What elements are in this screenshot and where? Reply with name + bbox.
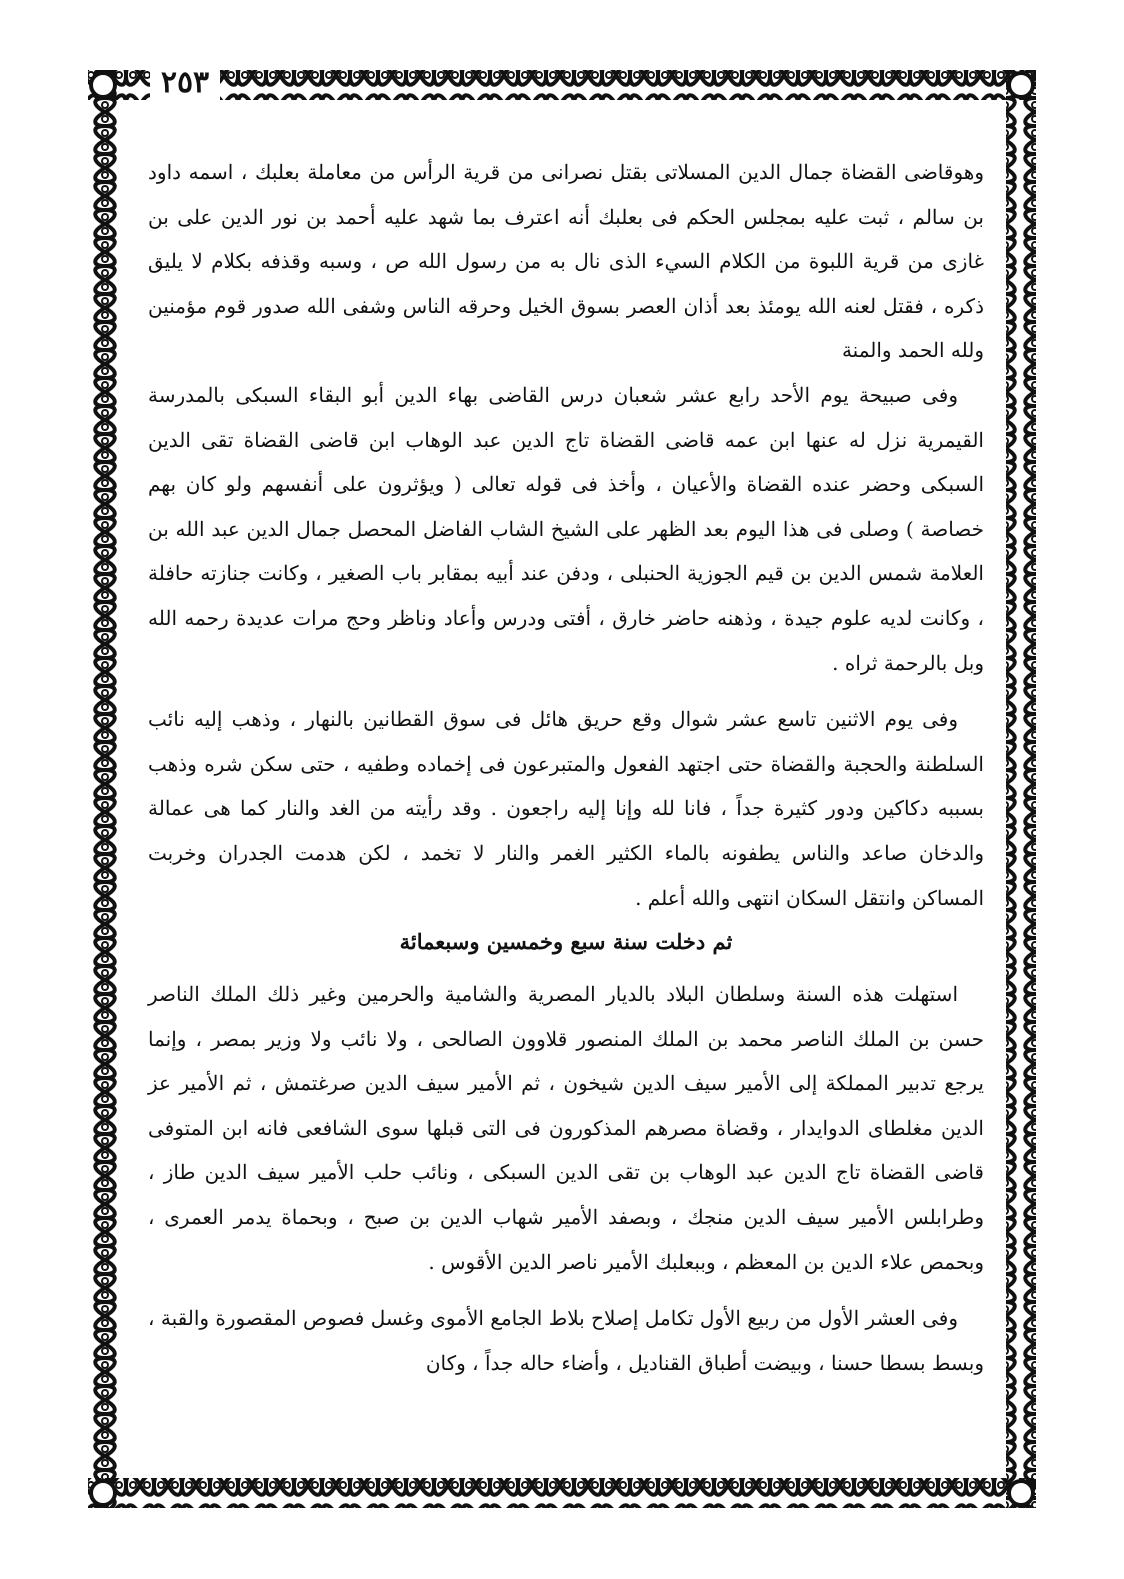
paragraph: وهوقاضى القضاة جمال الدين المسلاتى بقتل نصرانى من قرية الرأس من معاملة بعلبك ، اسمه داود بن سالم ، ثبت عليه بمجلس الحكم فى بعلبك أنه اعترف بما شهد عليه أحمد بن نور الدين على بن غازى من قرية اللبوة من الكلام السيء الذى نال به من رسول الله ص ، وسبه وقذفه بكلام لا يليق ذكره ، فقتل لعنه الله يومئذ بعد أذان العصر بسوق الخيل وحرقه الناس وشفى الله صدور قوم مؤمنين ولله الحمد والمنة bbox=[148, 160, 984, 363]
paragraph: وفى العشر الأول من ربيع الأول تكامل إصلاح بلاط الجامع الأموى وغسل فصوص المقصورة والقبة ، وبسط بسطا حسنا ، وبيضت أطباق القناديل ، وأضاء حاله جداً ، وكان bbox=[148, 1306, 984, 1375]
paragraph: وفى يوم الاثنين تاسع عشر شوال وقع حريق هائل فى سوق القطانين بالنهار ، وذهب إليه نائب السلطنة والحجبة والقضاة حتى اجتهد الفعول والمتبرعون فى إخماده وطفيه ، حتى سكن شره وذهب بسببه دكاكين ودور كثيرة جداً ، فانا لله وإنا إليه راجعون . وقد رأيته من الغد والنار كما هى عمالة والدخان صاعد والناس يطفونه بالماء الكثير الغمر والنار لا تخمد ، لكن هدمت الجدران وخربت المساكن وانتقل السكان انتهى والله أعلم . bbox=[148, 707, 984, 910]
paragraph: استهلت هذه السنة وسلطان البلاد بالديار المصرية والشامية والحرمين وغير ذلك الملك الناصر حسن بن الملك الناصر محمد بن الملك المنصور قلاوون الصالحى ، ولا نائب ولا وزير بمصر ، وإنما يرجع تدبير المملكة إلى الأمير سيف الدين شيخون ، ثم الأمير سيف الدين صرغتمش ، ثم الأمير عز الدين مغلطاى الدوايدار ، وقضاة مصرهم المذكورون فى التى قبلها سوى الشافعى فانه ابن المتوفى قاضى القضاة تاج الدين عبد الوهاب بن تقى الدين السبكى ، ونائب حلب الأمير سيف الدين طاز ، وطرابلس الأمير سيف الدين منجك ، وبصفد الأمير شهاب الدين بن صبح ، وبحماة يدمر العمرى ، وبحمص علاء الدين بن المعظم ، وببعلبك الأمير ناصر الدين الأقوس . bbox=[148, 982, 984, 1274]
page-body bbox=[148, 150, 984, 1385]
page-number: ٢٥٣ bbox=[150, 62, 220, 104]
paragraph: وفى صبيحة يوم الأحد رابع عشر شعبان درس القاضى بهاء الدين أبو البقاء السبكى بالمدرسة القيمرية نزل له عنها ابن عمه قاضى القضاة تاج الدين عبد الوهاب ابن قاضى القضاة تقى الدين السبكى وحضر عنده القضاة والأعيان ، وأخذ فى قوله تعالى ( ويؤثرون على أنفسهم ولو كان بهم خصاصة ) وصلى فى هذا اليوم بعد الظهر على الشيخ الشاب الفاضل المحصل جمال الدين عبد الله بن العلامة شمس الدين بن قيم الجوزية الحنبلى ، ودفن عند أبيه بمقابر باب الصغير ، وكانت جنازته حافلة ، وكانت لديه علوم جيدة ، وذهنه حاضر خارق ، أفتى ودرس وأعاد وناظر وحج مرات عديدة رحمه الله وبل بالرحمة ثراه . bbox=[148, 382, 984, 675]
year-heading: ثم دخلت سنة سبع وخمسين وسبعمائة bbox=[399, 929, 733, 955]
